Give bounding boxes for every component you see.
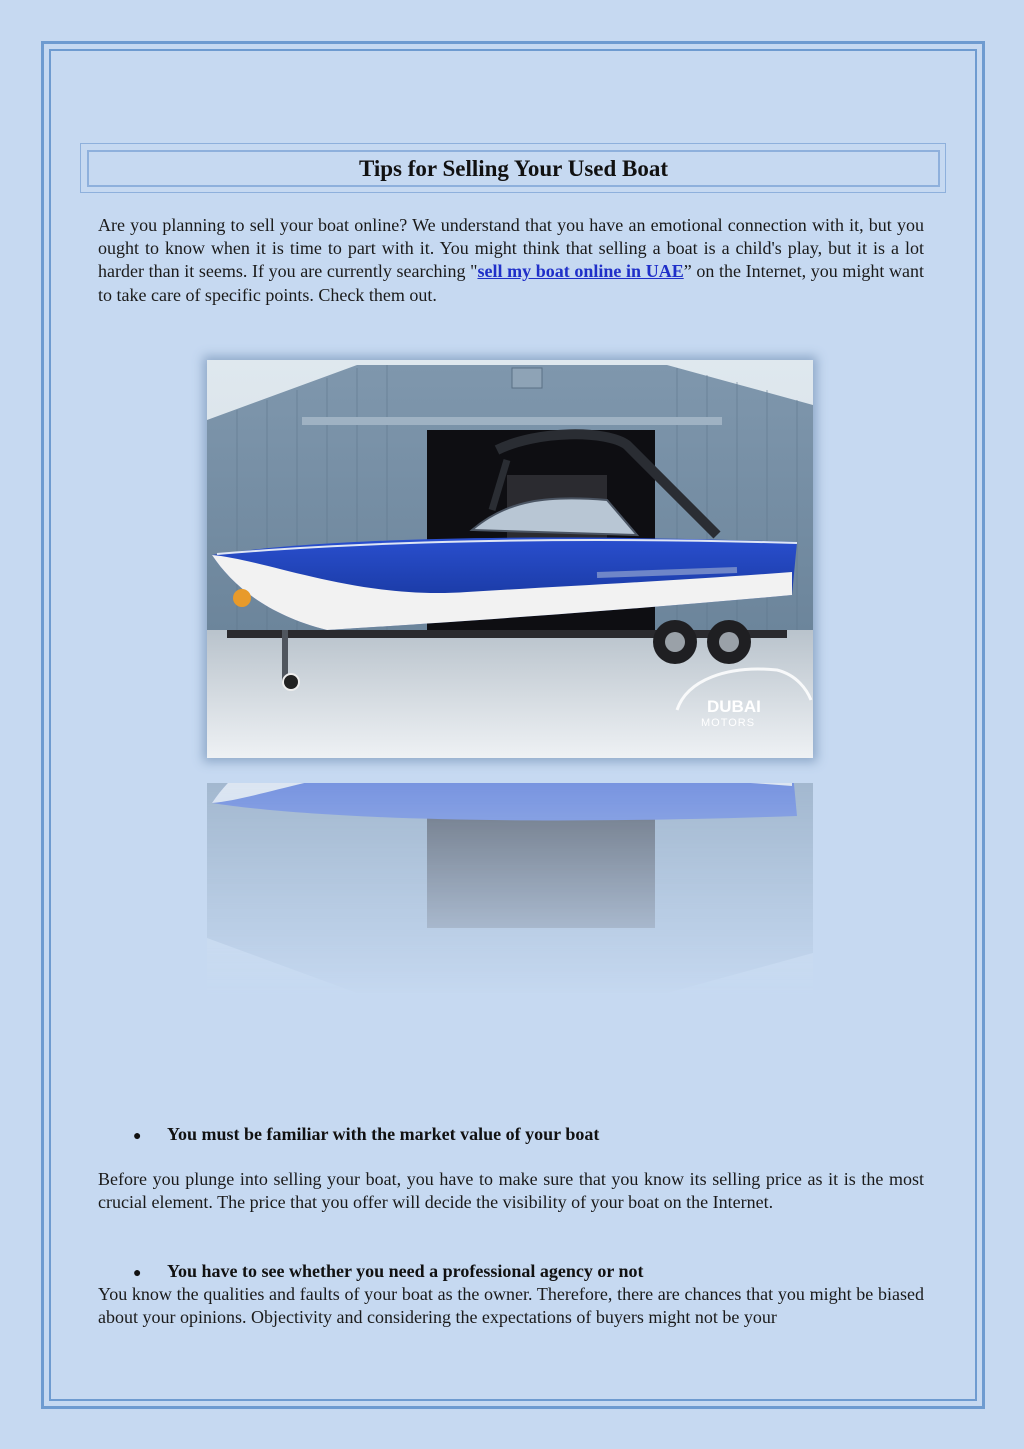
bullet-market-value — [133, 1124, 599, 1145]
page-title: Tips for Selling Your Used Boat — [358, 155, 669, 181]
boat-photo — [207, 360, 813, 758]
watermark-line1: DUBAI — [707, 697, 761, 716]
intro-text-before: Are you planning to sell your boat online? We understand that you have an emotional connection with it, but you ought to know when it is time to part with it. You might think that selling a boat is a child's play, but it is a lot harder than it seems. If you are currently searching " — [98, 215, 924, 282]
section-heading: You must be familiar with the market value of your boat — [167, 1124, 600, 1144]
section-body: You know the qualities and faults of your boat as the owner. Therefore, there are chances that you might be biased about your opinions. Objectivity and considering the expectations of buyers might not be your — [98, 1284, 924, 1328]
intro-text-after: ” on the Internet, you might want to take care of specific points. Check them out. — [98, 261, 924, 305]
sell-boat-link[interactable]: sell my boat online in UAE — [477, 261, 684, 282]
boat-photo-reflection — [207, 783, 813, 998]
watermark-line2: MOTORS — [701, 717, 756, 729]
intro-paragraph — [98, 214, 924, 307]
section-heading: You have to see whether you need a professional agency or not — [167, 1261, 644, 1281]
bullet-icon: ● — [133, 1129, 142, 1144]
bullet-icon: ● — [133, 1266, 142, 1281]
bullet-professional-agency — [133, 1261, 644, 1282]
title-box — [87, 150, 940, 187]
section-body: Before you plunge into selling your boat, you have to make sure that you know its selling price as it is the most crucial element. The price that you offer will decide the visibility of your boat on the Internet. — [98, 1169, 924, 1213]
boat-illustration — [207, 360, 813, 758]
